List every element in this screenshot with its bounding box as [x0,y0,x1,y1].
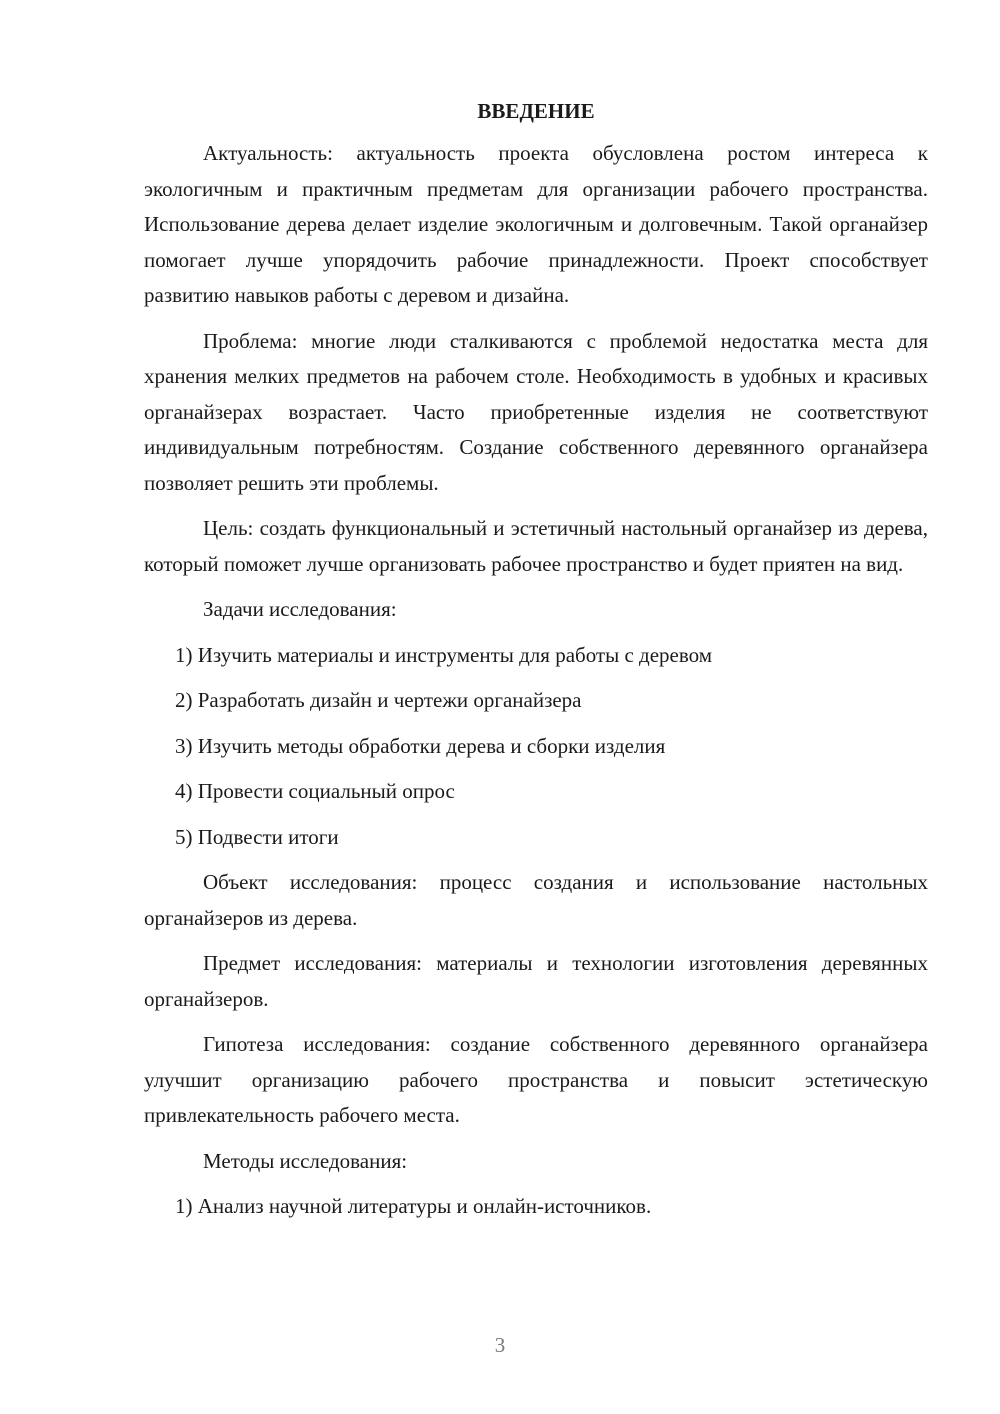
paragraph-object: Объект исследования: процесс создания и использование настольных органайзеров из дерева. [144,870,928,930]
paragraph-subject: Предмет исследования: материалы и технологии изготовления деревянных органайзеров. [144,951,928,1011]
paragraph-problem: Проблема: многие люди сталкиваются с проблемой недостатка места для хранения мелких предметов на рабочем столе. Необходимость в удобных и красивых органайзерах возрастает. Часто приобретенные изделия не соответствуют индивидуальным потребностям. Создание собственного деревянного органайзера позволяет решить эти проблемы. [144,328,928,495]
paragraph-relevance: Актуальность: актуальность проекта обусловлена ростом интереса к экологичным и практичным предметам для организации рабочего пространства. Использование дерева делает изделие экологичным и долговечным. Такой органайзер помогает лучше упорядочить рабочие принадлежности. Проект способствует развитию навыков работы с деревом и дизайна. [144,141,928,307]
page-title: ВВЕДЕНИЕ [477,99,595,123]
paragraph-goal: Цель: создать функциональный и эстетичный настольный органайзер из дерева, который поможет лучше организовать рабочее пространство и будет приятен на вид. [144,516,928,576]
methods-list [144,1189,928,1225]
list-item: 5) Подвести итоги [175,824,339,849]
tasks-list [144,638,928,856]
methods-heading: Методы исследования: [203,1148,408,1173]
list-item: 2) Разработать дизайн и чертежи органайзера [175,688,582,712]
document-page [144,96,928,1235]
paragraph-hypothesis: Гипотеза исследования: создание собственного деревянного органайзера улучшит организацию рабочего пространства и повысит эстетическую привлекательность рабочего места. [144,1032,928,1127]
page-number: 3 [494,1333,506,1357]
list-item: 1) Изучить материалы и инструменты для работы с деревом [175,642,713,667]
tasks-heading: Задачи исследования: [203,597,397,621]
list-item: 4) Провести социальный опрос [175,779,455,803]
list-item: 1) Анализ научной литературы и онлайн-источников. [175,1194,652,1218]
list-item: 3) Изучить методы обработки дерева и сборки изделия [175,733,666,758]
